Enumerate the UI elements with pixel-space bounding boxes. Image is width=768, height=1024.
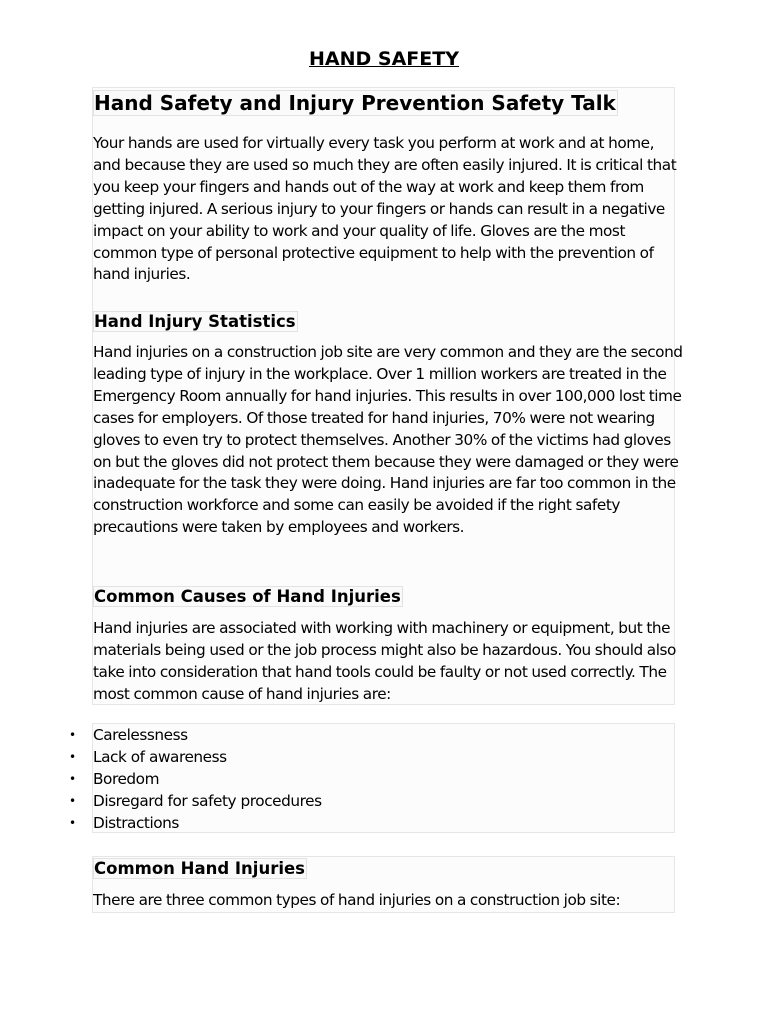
- heading-text: Hand Safety and Injury Prevention Safety Talk: [94, 91, 616, 115]
- list-item: [0, 746, 700, 768]
- section-heading-safety-talk: [93, 89, 618, 117]
- bullet-icon: •: [69, 772, 77, 786]
- causes-list: [0, 724, 700, 834]
- bullet-icon: •: [69, 728, 77, 742]
- bullet-icon: •: [69, 750, 77, 764]
- list-item: [0, 790, 700, 812]
- section-heading-statistics: [93, 310, 298, 334]
- list-item-text: Carelessness: [93, 726, 188, 744]
- list-item: [0, 724, 700, 746]
- document-title: HAND SAFETY: [309, 48, 459, 70]
- section-heading-causes: [93, 585, 403, 609]
- list-item-text: Distractions: [93, 814, 179, 832]
- list-item-text: Lack of awareness: [93, 748, 227, 766]
- causes-paragraph: Hand injuries are associated with working with machinery or equipment, but the materials being used or the job process might also be hazardous. You should also take into consideration that hand tools could be faulty or not used correctly. The most common cause of hand injuries are:: [93, 619, 676, 703]
- heading-text: Common Causes of Hand Injuries: [94, 587, 401, 606]
- heading-text: Common Hand Injuries: [94, 859, 305, 878]
- bullet-icon: •: [69, 816, 77, 830]
- heading-text: Hand Injury Statistics: [94, 312, 296, 331]
- statistics-paragraph: Hand injuries on a construction job site are very common and they are the second leading type of injury in the workplace. Over 1 million workers are treated in the Emergency Room annually for hand injuries. This results in over 100,000 lost time cases for employers. Of those treated for hand injuries, 70% were not wearing gloves to even try to protect themselves. Another 30% of the victims had gloves on but the gloves did not protect them because they were damaged or they were inadequate for the task they were doing. Hand injuries are far too common in the construction workforce and some can easily be avoided if the right safety precautions were taken by employees and workers.: [93, 343, 683, 537]
- bullet-icon: •: [69, 794, 77, 808]
- list-item-text: Disregard for safety procedures: [93, 792, 322, 810]
- list-item-text: Boredom: [93, 770, 160, 788]
- section-heading-common-injuries: [93, 857, 307, 881]
- common-injuries-paragraph: There are three common types of hand injuries on a construction job site:: [93, 891, 621, 909]
- list-item: [0, 812, 700, 834]
- intro-paragraph: Your hands are used for virtually every task you perform at work and at home, and because they are used so much they are often easily injured. It is critical that you keep your fingers and hands out of the way at work and keep them from getting injured. A serious injury to your fingers or hands can result in a negative impact on your ability to work and your quality of life. Gloves are the most common type of personal protective equipment to help with the prevention of hand injuries.: [93, 134, 677, 284]
- list-item: [0, 768, 700, 790]
